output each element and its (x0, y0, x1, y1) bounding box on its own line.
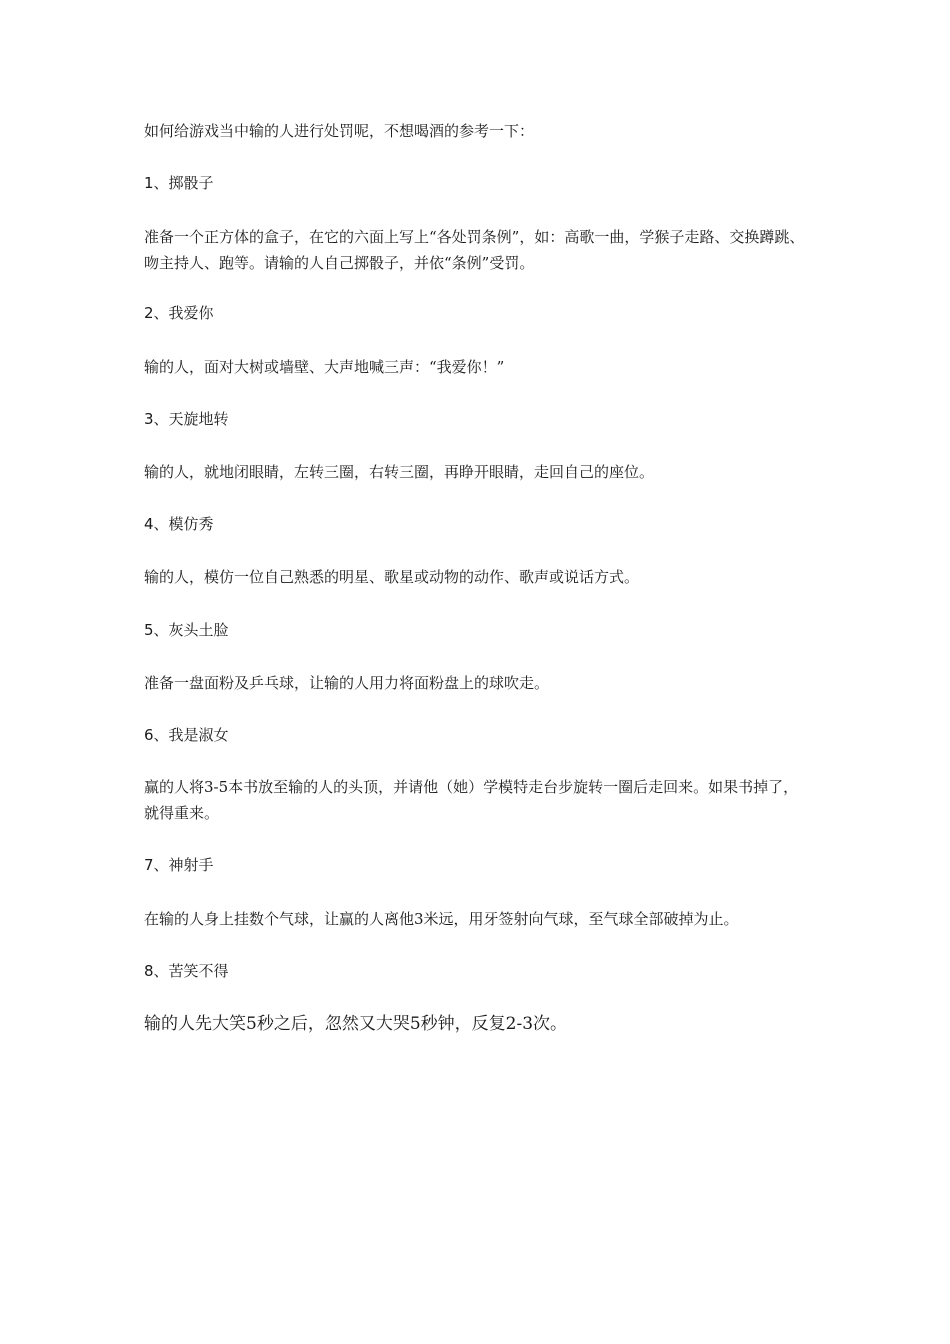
item-body-7: 在输的人身上挂数个气球，让赢的人离他3米远，用牙签射向气球，至气球全部破掉为止。 (144, 910, 739, 928)
item-body-5: 准备一盘面粉及乒乓球，让输的人用力将面粉盘上的球吹走。 (144, 674, 550, 692)
item-heading-8: 8、苦笑不得 (144, 962, 229, 980)
item-heading-2: 2、我爱你 (144, 304, 214, 322)
item-heading-1: 1、掷骰子 (144, 174, 214, 192)
item-body-8: 输的人先大笑5秒之后，忽然又大哭5秒钟，反复2-3次。 (144, 1014, 568, 1034)
intro-text: 如何给游戏当中输的人进行处罚呢，不想喝酒的参考一下： (144, 122, 535, 140)
item-body-6: 赢的人将3-5本书放至输的人的头顶，并请他（她）学模特走台步旋转一圈后走回来。如果书掉了，就得重来。 (144, 778, 799, 822)
item-heading-4: 4、模仿秀 (144, 515, 214, 533)
item-heading-3: 3、天旋地转 (144, 410, 229, 428)
item-body-4: 输的人，模仿一位自己熟悉的明星、歌星或动物的动作、歌声或说话方式。 (144, 568, 640, 586)
item-body-3: 输的人，就地闭眼睛，左转三圈，右转三圈，再睁开眼睛，走回自己的座位。 (144, 463, 655, 481)
item-body-1: 准备一个正方体的盒子，在它的六面上写上“各处罚条例”，如：高歌一曲，学猴子走路、交换蹲跳、吻主持人、跑等。请输的人自己掷骰子，并依“条例”受罚。 (144, 228, 805, 272)
item-body-2: 输的人，面对大树或墙壁、大声地喊三声：“我爱你！” (144, 358, 505, 376)
item-heading-6: 6、我是淑女 (144, 726, 229, 744)
item-heading-7: 7、神射手 (144, 856, 214, 874)
item-heading-5: 5、灰头土脸 (144, 621, 229, 639)
